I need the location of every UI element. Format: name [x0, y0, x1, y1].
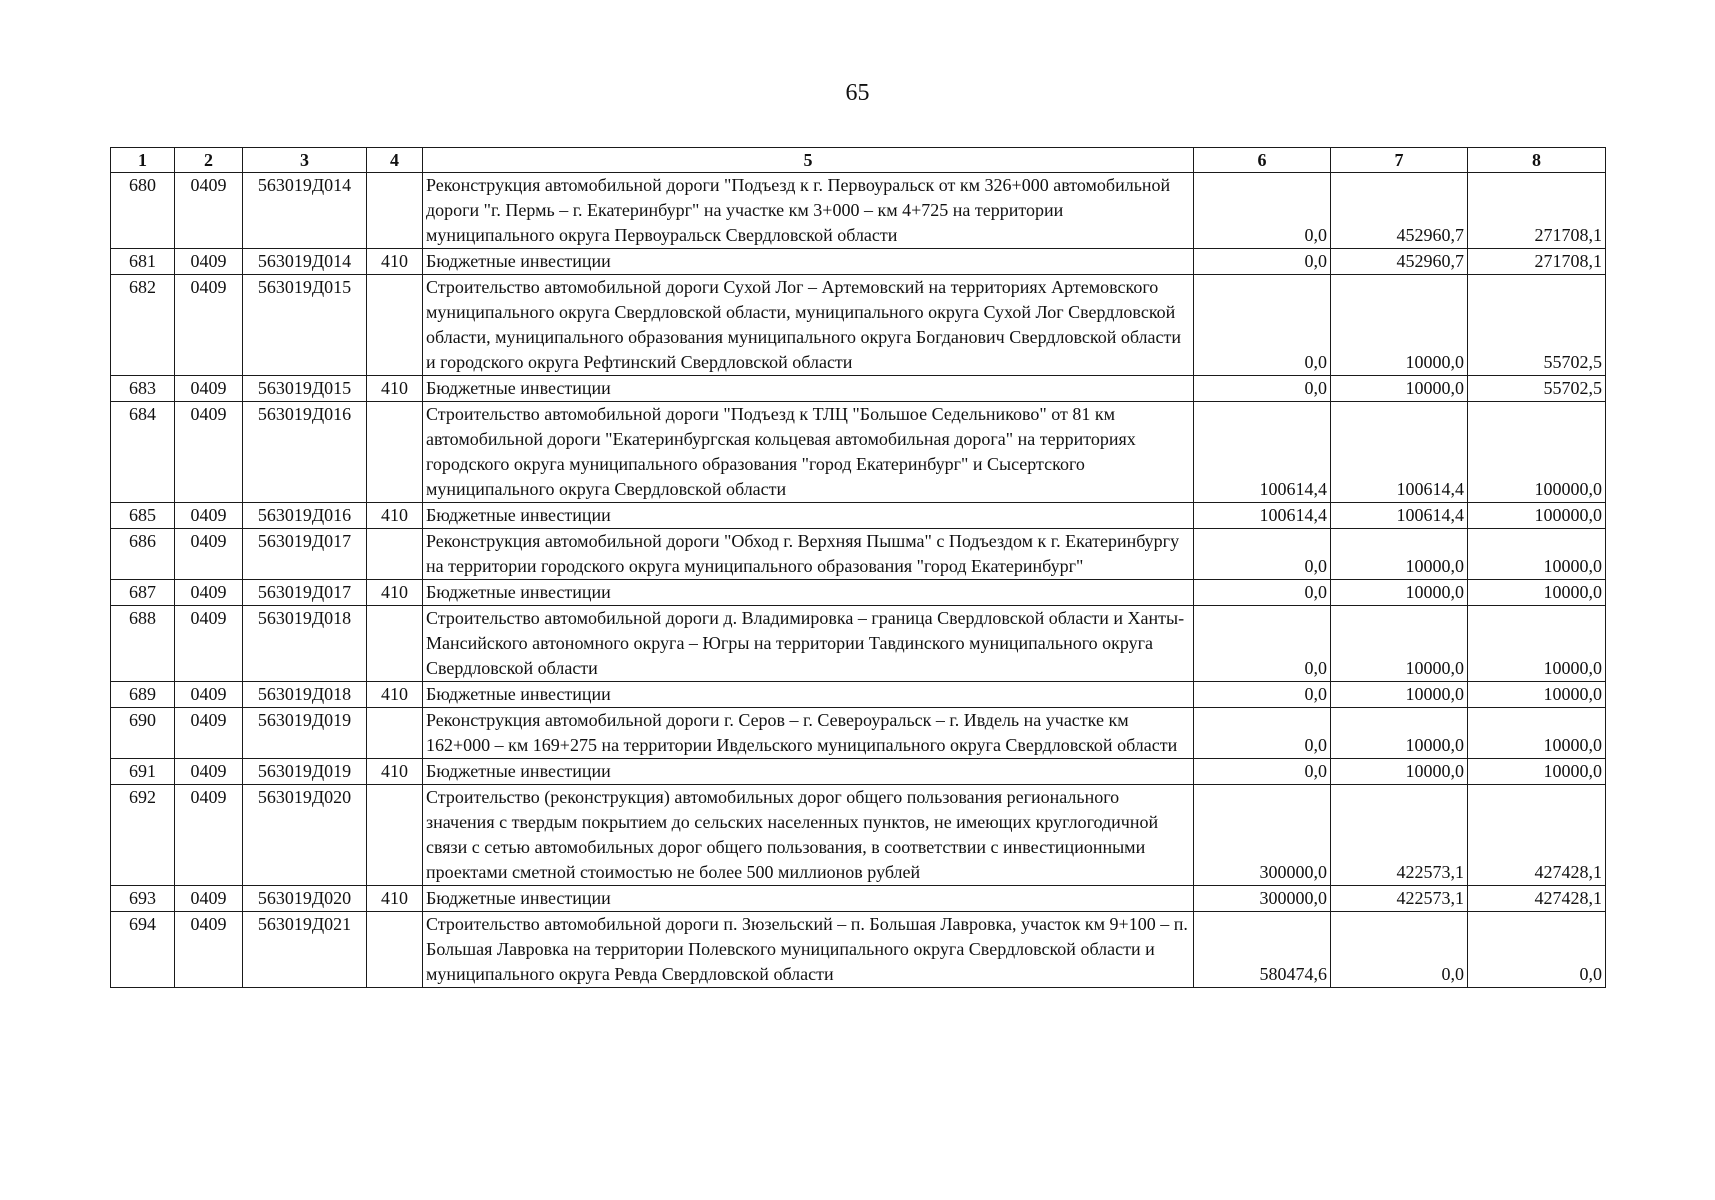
item-name: Реконструкция автомобильной дороги г. Серов – г. Североуральск – г. Ивдель на участке км 162+000 – км 169+275 на территории Ивдельского муниципального округа Свердловской области: [423, 708, 1194, 759]
target-article-code: 563019Д018: [243, 682, 367, 708]
target-article-code: 563019Д017: [243, 580, 367, 606]
expense-type-code: [367, 529, 423, 580]
section-code: 0409: [175, 912, 243, 988]
expense-type-code: [367, 912, 423, 988]
section-code: 0409: [175, 708, 243, 759]
expense-type-code: 410: [367, 503, 423, 529]
column-header: 3: [243, 148, 367, 173]
table-row: [111, 275, 1606, 376]
row-number: 694: [111, 912, 175, 988]
column-header: 2: [175, 148, 243, 173]
section-code: 0409: [175, 759, 243, 785]
table-row: [111, 529, 1606, 580]
amount-col8: 10000,0: [1468, 529, 1606, 580]
amount-col6: 0,0: [1194, 606, 1331, 682]
table-row: [111, 249, 1606, 275]
expense-type-code: [367, 173, 423, 249]
target-article-code: 563019Д019: [243, 708, 367, 759]
amount-col6: 0,0: [1194, 529, 1331, 580]
target-article-code: 563019Д014: [243, 173, 367, 249]
amount-col6: 0,0: [1194, 682, 1331, 708]
amount-col6: 0,0: [1194, 376, 1331, 402]
amount-col7: 10000,0: [1331, 275, 1468, 376]
header-row: [111, 148, 1606, 173]
expense-type-code: 410: [367, 759, 423, 785]
amount-col8: 271708,1: [1468, 173, 1606, 249]
amount-col7: 100614,4: [1331, 503, 1468, 529]
amount-col8: 10000,0: [1468, 580, 1606, 606]
section-code: 0409: [175, 529, 243, 580]
target-article-code: 563019Д014: [243, 249, 367, 275]
column-header: 1: [111, 148, 175, 173]
column-header: 6: [1194, 148, 1331, 173]
amount-col6: 300000,0: [1194, 886, 1331, 912]
row-number: 693: [111, 886, 175, 912]
target-article-code: 563019Д016: [243, 402, 367, 503]
table-row: [111, 708, 1606, 759]
target-article-code: 563019Д015: [243, 376, 367, 402]
amount-col7: 10000,0: [1331, 606, 1468, 682]
item-name: Строительство автомобильной дороги д. Владимировка – граница Свердловской области и Ханты-Мансийского автономного округа – Югры на территории Тавдинского муниципального округа Свердловской области: [423, 606, 1194, 682]
table-row: [111, 580, 1606, 606]
item-name: Бюджетные инвестиции: [423, 682, 1194, 708]
amount-col6: 100614,4: [1194, 503, 1331, 529]
row-number: 687: [111, 580, 175, 606]
amount-col7: 422573,1: [1331, 785, 1468, 886]
table-row: [111, 376, 1606, 402]
item-name: Бюджетные инвестиции: [423, 886, 1194, 912]
row-number: 691: [111, 759, 175, 785]
section-code: 0409: [175, 275, 243, 376]
item-name: Бюджетные инвестиции: [423, 580, 1194, 606]
amount-col8: 55702,5: [1468, 275, 1606, 376]
amount-col7: 10000,0: [1331, 580, 1468, 606]
amount-col8: 100000,0: [1468, 402, 1606, 503]
expense-type-code: 410: [367, 249, 423, 275]
row-number: 681: [111, 249, 175, 275]
target-article-code: 563019Д018: [243, 606, 367, 682]
amount-col6: 0,0: [1194, 759, 1331, 785]
amount-col8: 10000,0: [1468, 708, 1606, 759]
amount-col6: 100614,4: [1194, 402, 1331, 503]
target-article-code: 563019Д020: [243, 886, 367, 912]
row-number: 684: [111, 402, 175, 503]
table-row: [111, 785, 1606, 886]
row-number: 689: [111, 682, 175, 708]
expense-type-code: [367, 708, 423, 759]
target-article-code: 563019Д015: [243, 275, 367, 376]
amount-col8: 10000,0: [1468, 606, 1606, 682]
table-row: [111, 606, 1606, 682]
amount-col6: 0,0: [1194, 708, 1331, 759]
item-name: Бюджетные инвестиции: [423, 503, 1194, 529]
target-article-code: 563019Д021: [243, 912, 367, 988]
amount-col7: 422573,1: [1331, 886, 1468, 912]
section-code: 0409: [175, 682, 243, 708]
amount-col8: 427428,1: [1468, 886, 1606, 912]
amount-col8: 10000,0: [1468, 759, 1606, 785]
section-code: 0409: [175, 503, 243, 529]
expense-type-code: [367, 606, 423, 682]
item-name: Реконструкция автомобильной дороги "Обход г. Верхняя Пышма" с Подъездом к г. Екатеринбургу на территории городского округа муниципального образования "город Екатеринбург": [423, 529, 1194, 580]
item-name: Бюджетные инвестиции: [423, 759, 1194, 785]
row-number: 692: [111, 785, 175, 886]
table-row: [111, 173, 1606, 249]
section-code: 0409: [175, 785, 243, 886]
amount-col7: 10000,0: [1331, 376, 1468, 402]
table-row: [111, 402, 1606, 503]
item-name: Реконструкция автомобильной дороги "Подъезд к г. Первоуральск от км 326+000 автомобильной дороги "г. Пермь – г. Екатеринбург" на участке км 3+000 – км 4+725 на территории муниципального округа Первоуральск Свердловской области: [423, 173, 1194, 249]
table-row: [111, 912, 1606, 988]
amount-col7: 100614,4: [1331, 402, 1468, 503]
section-code: 0409: [175, 402, 243, 503]
table-row: [111, 886, 1606, 912]
expense-type-code: [367, 275, 423, 376]
amount-col8: 55702,5: [1468, 376, 1606, 402]
row-number: 688: [111, 606, 175, 682]
column-header: 4: [367, 148, 423, 173]
table-row: [111, 759, 1606, 785]
amount-col8: 10000,0: [1468, 682, 1606, 708]
amount-col8: 271708,1: [1468, 249, 1606, 275]
column-header: 5: [423, 148, 1194, 173]
row-number: 680: [111, 173, 175, 249]
section-code: 0409: [175, 886, 243, 912]
amount-col6: 0,0: [1194, 275, 1331, 376]
row-number: 690: [111, 708, 175, 759]
expense-type-code: 410: [367, 580, 423, 606]
amount-col6: 0,0: [1194, 249, 1331, 275]
amount-col6: 580474,6: [1194, 912, 1331, 988]
target-article-code: 563019Д016: [243, 503, 367, 529]
budget-table: [110, 147, 1606, 988]
item-name: Бюджетные инвестиции: [423, 249, 1194, 275]
page-number: 65: [845, 80, 870, 106]
item-name: Строительство (реконструкция) автомобильных дорог общего пользования регионального значения с твердым покрытием до сельских населенных пунктов, не имеющих круглогодичной связи с сетью автомобильных дорог общего пользования, в соответствии с инвестиционными проектами сметной стоимостью не более 500 миллионов рублей: [423, 785, 1194, 886]
row-number: 683: [111, 376, 175, 402]
row-number: 685: [111, 503, 175, 529]
section-code: 0409: [175, 606, 243, 682]
item-name: Строительство автомобильной дороги Сухой Лог – Артемовский на территориях Артемовского муниципального округа Свердловской области, муниципального округа Сухой Лог Свердловской области, муниципального образования муниципального округа Богданович Свердловской области и городского округа Рефтинский Свердловской области: [423, 275, 1194, 376]
amount-col6: 300000,0: [1194, 785, 1331, 886]
column-header: 8: [1468, 148, 1606, 173]
target-article-code: 563019Д020: [243, 785, 367, 886]
item-name: Строительство автомобильной дороги п. Зюзельский – п. Большая Лавровка, участок км 9+100 – п. Большая Лавровка на территории Полевского муниципального округа Свердловской области и муниципального округа Ревда Свердловской области: [423, 912, 1194, 988]
section-code: 0409: [175, 376, 243, 402]
amount-col6: 0,0: [1194, 173, 1331, 249]
target-article-code: 563019Д017: [243, 529, 367, 580]
amount-col7: 10000,0: [1331, 529, 1468, 580]
amount-col8: 0,0: [1468, 912, 1606, 988]
amount-col8: 100000,0: [1468, 503, 1606, 529]
target-article-code: 563019Д019: [243, 759, 367, 785]
amount-col7: 10000,0: [1331, 708, 1468, 759]
amount-col7: 452960,7: [1331, 249, 1468, 275]
amount-col7: 10000,0: [1331, 759, 1468, 785]
table-row: [111, 682, 1606, 708]
section-code: 0409: [175, 580, 243, 606]
section-code: 0409: [175, 173, 243, 249]
amount-col7: 0,0: [1331, 912, 1468, 988]
row-number: 682: [111, 275, 175, 376]
amount-col6: 0,0: [1194, 580, 1331, 606]
item-name: Бюджетные инвестиции: [423, 376, 1194, 402]
expense-type-code: [367, 785, 423, 886]
expense-type-code: [367, 402, 423, 503]
row-number: 686: [111, 529, 175, 580]
expense-type-code: 410: [367, 886, 423, 912]
column-header: 7: [1331, 148, 1468, 173]
table-row: [111, 503, 1606, 529]
expense-type-code: 410: [367, 682, 423, 708]
section-code: 0409: [175, 249, 243, 275]
amount-col7: 452960,7: [1331, 173, 1468, 249]
item-name: Строительство автомобильной дороги "Подъезд к ТЛЦ "Большое Седельниково" от 81 км автомобильной дороги "Екатеринбургская кольцевая автомобильная дорога" на территориях городского округа муниципального образования "город Екатеринбург" и Сысертского муниципального округа Свердловской области: [423, 402, 1194, 503]
amount-col7: 10000,0: [1331, 682, 1468, 708]
amount-col8: 427428,1: [1468, 785, 1606, 886]
expense-type-code: 410: [367, 376, 423, 402]
